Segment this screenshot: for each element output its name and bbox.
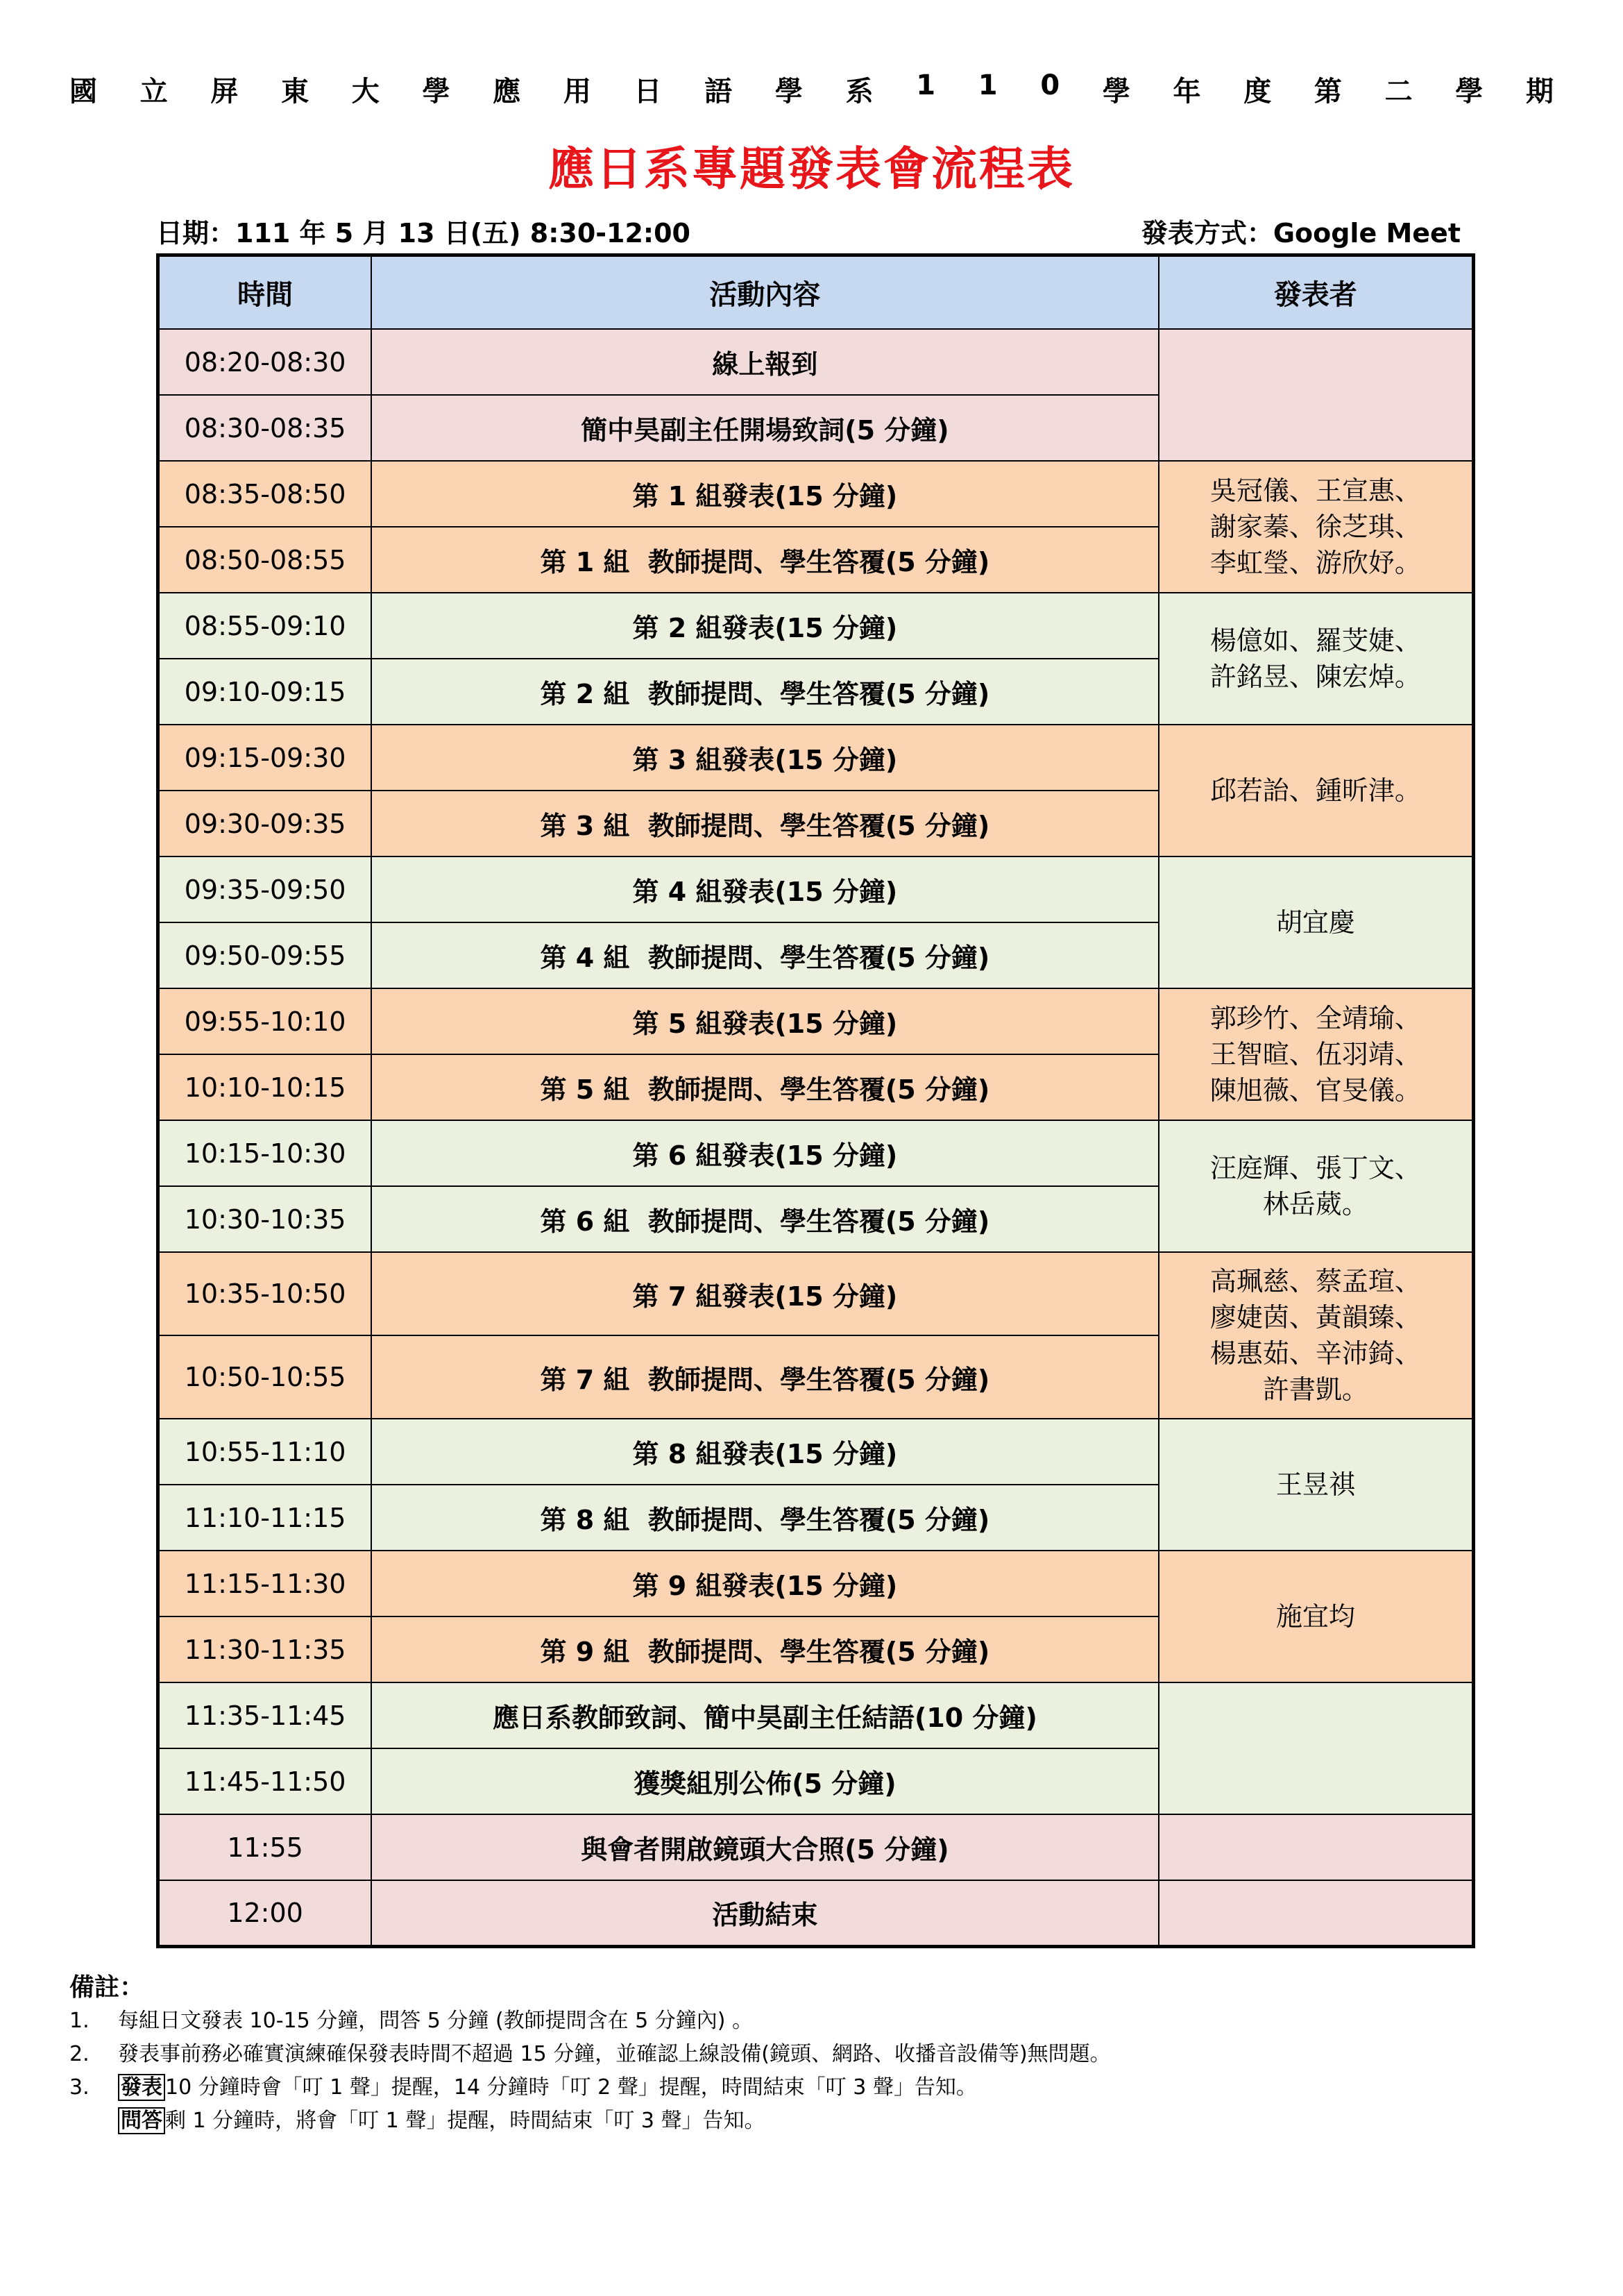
time-cell: 08:35-08:50 [158,461,372,527]
presenter-cell: 邱若詒、鍾昕津。 [1159,725,1474,856]
note-item [69,2104,1554,2138]
presenter-cell: 王昱祺 [1159,1419,1474,1551]
notes-section [69,1971,1554,2138]
note-item: 3. 發表 10 分鐘時會「叮 1 聲」提醒，14 分鐘時「叮 2 聲」提醒，時間結束「叮 3 聲」告知。 [69,2075,977,2100]
presenter-cell: 胡宜慶 [1159,856,1474,988]
activity-cell: 活動結束 [371,1880,1158,1946]
table-row [158,988,1474,1054]
activity-cell: 第 3 組 教師提問、學生答覆(5 分鐘) [371,791,1158,856]
note-tag-qa: 問答 [118,2107,165,2134]
header-char: 學 [1102,76,1130,108]
time-cell: 10:35-10:50 [158,1252,372,1335]
column-header-activity: 活動內容 [371,255,1158,330]
activity-cell: 第 1 組發表(15 分鐘) [371,461,1158,527]
table-row [158,1120,1474,1186]
note-item: 2. 發表事前務必確實演練確保發表時間不超過 15 分鐘，並確認上線設備(鏡頭、網路、收播音設備等)無問題。 [69,2038,1554,2071]
header-char: 學 [774,76,803,108]
time-cell: 10:50-10:55 [158,1335,372,1419]
activity-cell: 第 7 組發表(15 分鐘) [371,1252,1158,1335]
activity-cell: 第 8 組發表(15 分鐘) [371,1419,1158,1485]
schedule-table [156,253,1475,1948]
table-row [158,461,1474,527]
time-cell: 09:50-09:55 [158,922,372,988]
header-char: 用 [563,76,591,108]
table-row [158,1814,1474,1880]
header-char: 度 [1243,76,1272,108]
time-cell: 11:10-11:15 [158,1485,372,1551]
activity-cell: 獲獎組別公佈(5 分鐘) [371,1748,1158,1814]
time-cell: 08:20-08:30 [158,329,372,395]
time-cell: 09:30-09:35 [158,791,372,856]
time-cell: 09:55-10:10 [158,988,372,1054]
time-cell: 11:55 [158,1814,372,1880]
presenter-cell [1159,329,1474,461]
activity-cell: 第 9 組發表(15 分鐘) [371,1551,1158,1617]
table-row [158,1551,1474,1617]
time-cell: 10:55-11:10 [158,1419,372,1485]
note-text: 發表事前務必確實演練確保發表時間不超過 15 分鐘，並確認上線設備(鏡頭、網路、收播音設備等)無問題。 [118,2042,1111,2066]
activity-cell: 第 3 組發表(15 分鐘) [371,725,1158,791]
table-row [158,593,1474,659]
presenter-cell [1159,1814,1474,1880]
time-cell: 10:10-10:15 [158,1054,372,1120]
presenter-cell: 吳冠儀、王宣惠、 謝家蓁、徐芝琪、 李虹瑩、游欣妤。 [1159,461,1474,593]
activity-cell: 線上報到 [371,329,1158,395]
time-cell: 12:00 [158,1880,372,1946]
header-char: 立 [139,76,168,108]
presenter-cell: 施宜均 [1159,1551,1474,1682]
header-char: 屏 [210,76,239,108]
presenter-cell [1159,1682,1474,1814]
time-cell: 08:55-09:10 [158,593,372,659]
time-cell: 08:50-08:55 [158,527,372,593]
activity-cell: 第 2 組 教師提問、學生答覆(5 分鐘) [371,659,1158,725]
time-cell: 09:35-09:50 [158,856,372,922]
activity-cell: 第 4 組 教師提問、學生答覆(5 分鐘) [371,922,1158,988]
table-row [158,1682,1474,1748]
time-cell: 08:30-08:35 [158,395,372,461]
activity-cell: 第 9 組 教師提問、學生答覆(5 分鐘) [371,1617,1158,1682]
event-date: 日期：111 年 5 月 13 日(五) 8:30-12:00 [156,218,691,248]
table-row [158,1252,1474,1335]
time-cell: 11:15-11:30 [158,1551,372,1617]
header-char: 語 [704,76,733,108]
activity-cell: 簡中昊副主任開場致詞(5 分鐘) [371,395,1158,461]
time-cell: 11:45-11:50 [158,1748,372,1814]
header-char: 大 [351,76,380,108]
header-char: 期 [1525,76,1554,108]
table-row [158,1419,1474,1485]
header-char: 第 [1314,76,1342,108]
table-row [158,725,1474,791]
time-cell: 11:35-11:45 [158,1682,372,1748]
note-item: 1. 每組日文發表 10-15 分鐘，問答 5 分鐘 (教師提問含在 5 分鐘內) 。 [69,2004,1554,2038]
table-row [158,856,1474,922]
note-text: 剩 1 分鐘時，將會「叮 1 聲」提醒，時間結束「叮 3 聲」告知。 [165,2109,765,2133]
header-char: 應 [493,76,521,108]
activity-cell: 與會者開啟鏡頭大合照(5 分鐘) [371,1814,1158,1880]
presenter-cell: 郭珍竹、全靖瑜、 王智暄、伍羽靖、 陳旭薇、官旻儀。 [1159,988,1474,1120]
header-char: 二 [1384,76,1413,108]
header-char: 東 [281,76,309,108]
header-char: 1 [978,69,998,101]
column-header-presenter: 發表者 [1159,255,1474,330]
activity-cell: 第 6 組 教師提問、學生答覆(5 分鐘) [371,1186,1158,1252]
activity-cell: 第 6 組發表(15 分鐘) [371,1120,1158,1186]
header-char: 學 [422,76,450,108]
header-char: 0 [1040,69,1060,101]
time-cell: 09:10-09:15 [158,659,372,725]
note-text: 10 分鐘時會「叮 1 聲」提醒，14 分鐘時「叮 2 聲」提醒，時間結束「叮 3 聲」告知。 [165,2075,977,2100]
note-text: 每組日文發表 10-15 分鐘，問答 5 分鐘 (教師提問含在 5 分鐘內) 。 [118,2009,754,2033]
event-meta [156,212,1461,250]
activity-cell: 應日系教師致詞、簡中昊副主任結語(10 分鐘) [371,1682,1158,1748]
time-cell: 11:30-11:35 [158,1617,372,1682]
time-cell: 10:15-10:30 [158,1120,372,1186]
header-char: 國 [69,76,97,108]
note-tag-presentation: 發表 [118,2074,165,2101]
column-header-time: 時間 [158,255,372,330]
activity-cell: 第 5 組發表(15 分鐘) [371,988,1158,1054]
notes-title: 備註： [69,1973,145,2002]
time-cell: 09:15-09:30 [158,725,372,791]
header-char: 學 [1455,76,1484,108]
activity-cell: 第 4 組發表(15 分鐘) [371,856,1158,922]
table-row [158,329,1474,395]
page-title: 應日系專題發表會流程表 [548,142,1075,196]
presenter-cell: 楊億如、羅芠婕、 許銘昱、陳宏焯。 [1159,593,1474,725]
activity-cell: 第 1 組 教師提問、學生答覆(5 分鐘) [371,527,1158,593]
header-char: 1 [916,69,936,101]
activity-cell: 第 2 組發表(15 分鐘) [371,593,1158,659]
table-row [158,1880,1474,1946]
presenter-cell: 高珮慈、蔡孟瑄、 廖婕茵、黃韻臻、 楊惠茹、辛沛錡、 許書凱。 [1159,1252,1474,1419]
activity-cell: 第 7 組 教師提問、學生答覆(5 分鐘) [371,1335,1158,1419]
activity-cell: 第 5 組 教師提問、學生答覆(5 分鐘) [371,1054,1158,1120]
presenter-cell [1159,1880,1474,1946]
presenter-cell: 汪庭輝、張丁文、 林岳葳。 [1159,1120,1474,1252]
header-char: 系 [845,76,874,108]
header-char: 日 [634,76,662,108]
school-header [69,69,1554,109]
header-char: 年 [1173,76,1201,108]
activity-cell: 第 8 組 教師提問、學生答覆(5 分鐘) [371,1485,1158,1551]
time-cell: 10:30-10:35 [158,1186,372,1252]
presentation-method: 發表方式：Google Meet [1141,218,1461,248]
